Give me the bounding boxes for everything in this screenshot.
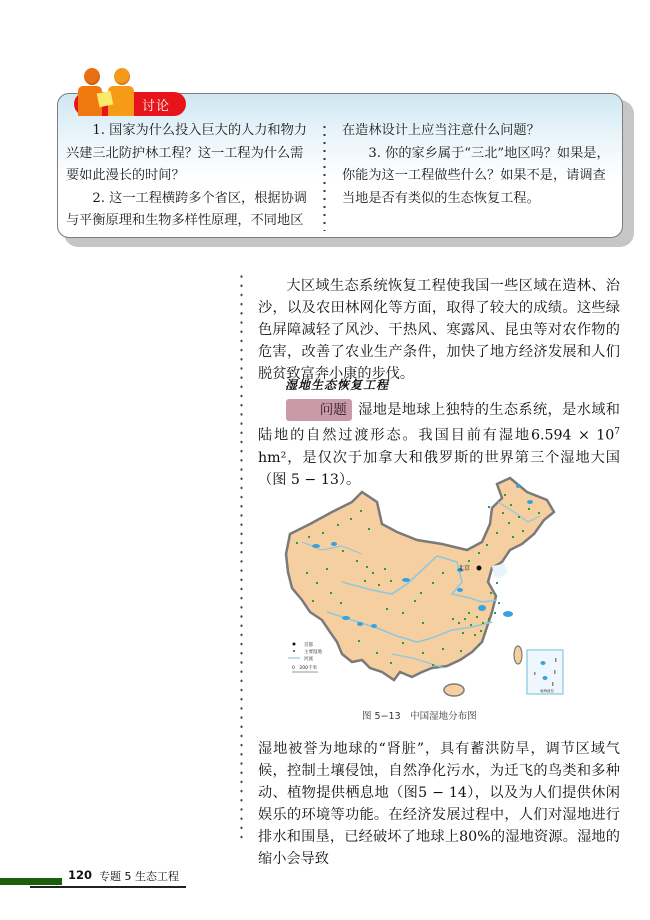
- footer-rule: [30, 886, 186, 888]
- china-wetland-map: [282, 472, 587, 704]
- discussion-q2-cont: 在造林设计上应当注意什么问题？: [342, 123, 540, 138]
- discussion-q1: 1. 国家为什么投入巨大的人力和物力兴建三北防护林工程？这一工程为什么需要如此漫长的时间？: [66, 123, 307, 183]
- question-tag: 问题: [286, 399, 351, 421]
- discussion-people-icon: [78, 68, 138, 116]
- paragraph-restoration: [258, 275, 620, 385]
- capital-label: 北京: [458, 565, 471, 572]
- discussion-q3: 3. 你的家乡属于“三北”地区吗？如果是，你能为这一工程做些什么？如果不是，请调查当地是否有类似的生态恢复工程。: [342, 145, 610, 206]
- south-china-sea-inset: [527, 650, 563, 694]
- discussion-right-column: [342, 120, 612, 210]
- discussion-left-column: [66, 120, 316, 233]
- paragraph-text: 湿地被誉为地球的“肾脏”，具有蓄洪防旱，调节区域气候，控制土壤侵蚀，自然净化污水，为迁飞的鸟类和多种动、植物提供栖息地（图5 − 14），以及为人们提供休闲娱乐的环境等功能。在经济发展过程中，人们对湿地进行排水和围垦，已经破坏了地球上80%的湿地资源。湿地的缩小会导致: [258, 741, 620, 867]
- svg-text:河流: 河流: [304, 657, 313, 662]
- chapter-title: 专题 5 生态工程: [99, 870, 179, 883]
- page-number: 120: [68, 868, 93, 882]
- paragraph-text: hm²，是仅次于加拿大和俄罗斯的世界第三个湿地大国（图 5 − 13）。: [258, 449, 620, 488]
- svg-text:首都: 首都: [304, 643, 313, 648]
- paragraph-text: 大区域生态系统恢复工程使我国一些区域在造林、治沙，以及农田林网化等方面，取得了较大的成绩。这些绿色屏障减轻了风沙、干热风、寒露风、昆虫等对农作物的危害，改善了农业生产条件，加快了地方经济发展和人们脱贫致富奔小康的步伐。: [258, 278, 620, 382]
- footer-green-bar: [0, 878, 62, 885]
- figure-caption: 图 5−13 中国湿地分布图: [362, 711, 477, 722]
- map-legend: [288, 641, 322, 672]
- section-heading: 湿地生态恢复工程: [285, 378, 390, 392]
- capital-marker: [477, 566, 482, 571]
- svg-text:南海诸岛: 南海诸岛: [540, 689, 554, 693]
- exponent: 7: [614, 427, 620, 437]
- discussion-label: 讨论: [142, 99, 171, 114]
- discussion-q2: 2. 这一工程横跨多个省区，根据协调与平衡原理和生物多样性原理，不同地区: [66, 190, 307, 228]
- paragraph-wetland-functions: [258, 738, 620, 870]
- svg-text:主要湿地: 主要湿地: [304, 650, 322, 655]
- margin-dotted-rule: [240, 272, 243, 840]
- svg-text:0 200千米: 0 200千米: [292, 666, 317, 671]
- paragraph-text: 湿地是地球上独特的生态系统，是水域和陆地的自然过渡形态。我国目前有湿地6.594 × 10: [258, 402, 620, 444]
- china-mainland-shape: [286, 478, 554, 680]
- discussion-divider: [323, 123, 326, 231]
